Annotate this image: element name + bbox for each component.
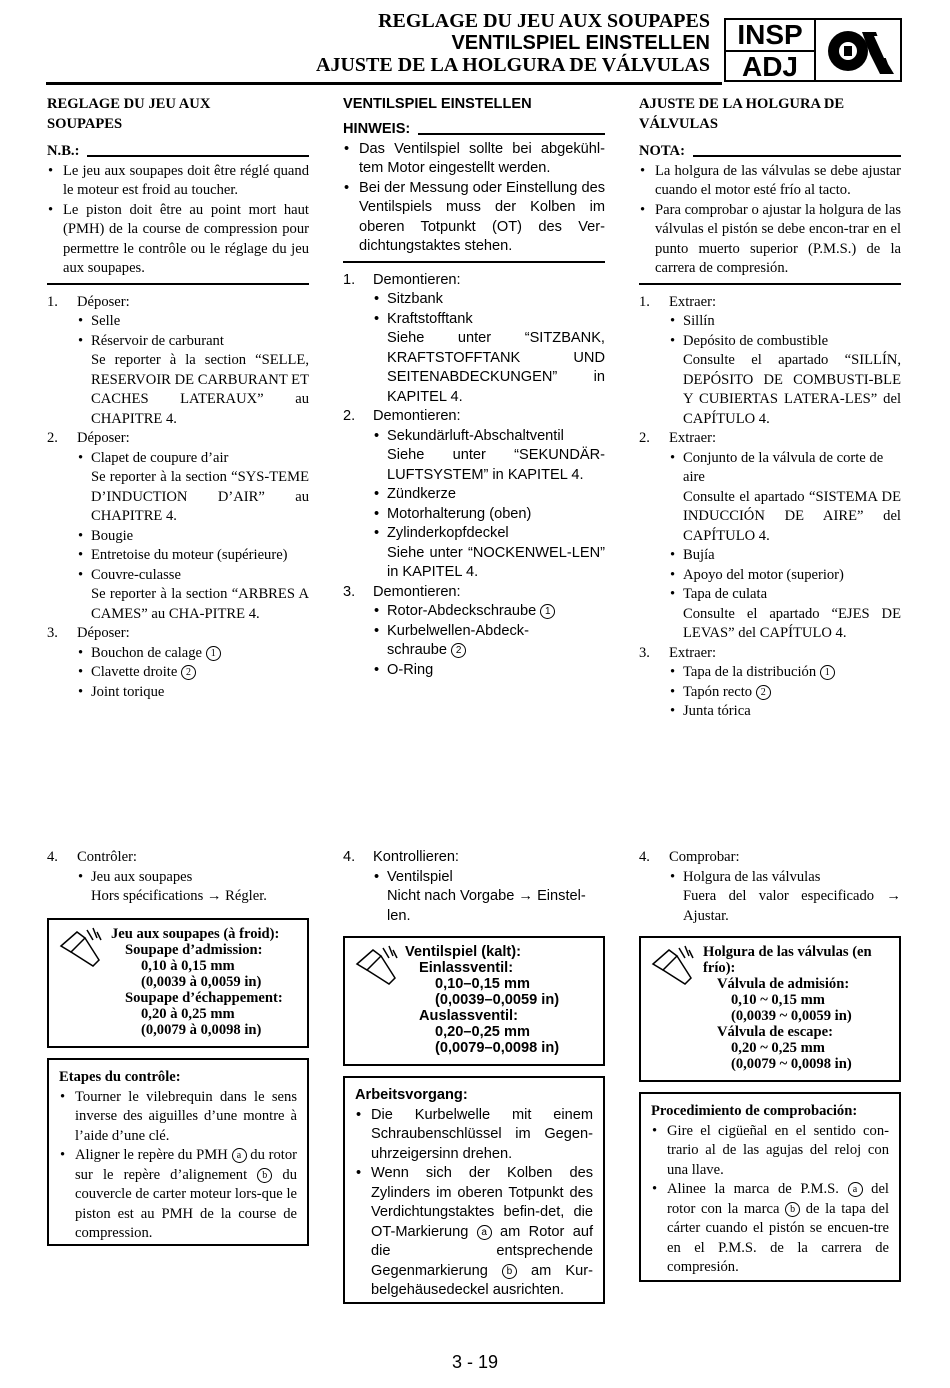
instruction-text: Hors spécifications → Régler.: [91, 888, 267, 904]
step-4: 4. Comprobar:: [639, 849, 740, 865]
note-item: • La holgura de las válvulas se debe ajustar cuando el motor esté frío al tacto.: [639, 162, 901, 201]
procedure-title: Etapes du contrôle:: [59, 1069, 181, 1085]
list-item: • Zylinderkopfdeckel: [343, 524, 605, 544]
spec-exhaust-label: Válvula de escape:: [717, 1024, 833, 1040]
list-item: • Selle: [47, 312, 309, 332]
note-label-fr: N.B.:: [47, 142, 309, 162]
feeler-gauge-icon: [649, 944, 699, 990]
list-item: • Sitzbank: [343, 290, 605, 310]
step-1: 1. Demontieren:: [343, 271, 461, 288]
step-3: 3. Déposer:: [47, 625, 130, 641]
feeler-gauge-icon: [57, 926, 107, 972]
note-item: • Le jeu aux soupapes doit être réglé quand le moteur est froid au toucher.: [47, 162, 309, 201]
spec-exhaust-label: Auslassventil:: [419, 1008, 518, 1024]
reference-text: Consulte el apartado “EJES DE LEVAS” del CAPÍTULO 4.: [683, 605, 901, 641]
spec-title: Jeu aux soupapes (à froid):: [111, 926, 280, 942]
callout-1-icon: 1: [820, 665, 835, 680]
feeler-gauge-icon: [353, 944, 403, 990]
column-es: [639, 94, 901, 722]
spec-exhaust-value-in: (0,0079–0,0098 in): [435, 1040, 560, 1056]
procedure-box-fr: [47, 1058, 309, 1246]
spec-intake-value-in: (0,0039–0,0059 in): [435, 992, 560, 1008]
list-item: • Zündkerze: [343, 485, 605, 505]
step-1: 1. Déposer:: [47, 293, 130, 310]
list-item: • Depósito de combustible: [639, 332, 901, 352]
spec-intake-label: Soupape d’admission:: [125, 942, 263, 958]
reference-text: Consulte el apartado “SISTEMA DE INDUCCIÓN DE AIRE” del CAPÍTULO 4.: [683, 488, 901, 544]
spec-box-es: [639, 936, 901, 1082]
procedure-step: • Tourner le vilebrequin dans le sens inverse des aiguilles d’une montre à l’aide d’une clé.: [59, 1088, 297, 1147]
wrench-tools-icon: [818, 24, 898, 78]
spec-exhaust-value-in: (0,0079 à 0,0098 in): [141, 1022, 262, 1038]
list-item: • Kraftstofftank: [343, 310, 605, 330]
divider: [639, 283, 901, 285]
reference-text: Siehe unter “SEKUNDÄR-LUFTSYSTEM” in KAPITEL 4.: [387, 447, 605, 483]
list-item: • Motorhalterung (oben): [343, 505, 605, 525]
step-2: 2. Demontieren:: [343, 408, 461, 424]
procedure-title: Procedimiento de comprobación:: [651, 1103, 858, 1119]
marker-b-icon: b: [257, 1168, 272, 1183]
note-item: • Das Ventilspiel sollte bei abgekühl-tem Motor eingestellt werden.: [343, 140, 605, 179]
callout-1-icon: 1: [206, 646, 221, 661]
header-title-es: AJUSTE DE LA HOLGURA DE VÁLVULAS: [316, 54, 710, 76]
column-fr: [47, 94, 309, 702]
list-item: • Holgura de las válvulas: [639, 868, 901, 888]
list-item: • Bougie: [47, 527, 309, 547]
list-item: • Couvre-culasse: [47, 566, 309, 586]
spec-intake-label: Válvula de admisión:: [717, 976, 850, 992]
callout-2-icon: 2: [181, 665, 196, 680]
step-2: 2. Extraer:: [639, 430, 716, 446]
step-2: 2. Déposer:: [47, 430, 130, 446]
list-item: • Sillín: [639, 312, 901, 332]
list-item: • Réservoir de carburant: [47, 332, 309, 352]
callout-2-icon: 2: [451, 643, 466, 658]
spec-intake-value: 0,10 ~ 0,15 mm: [731, 992, 825, 1008]
reference-text: Siehe unter “NOCKENWEL-LEN” in KAPITEL 4.: [387, 544, 605, 580]
note-label-es: NOTA:: [639, 142, 901, 162]
step-3: 3. Demontieren:: [343, 583, 461, 600]
spec-intake-value-in: (0,0039 à 0,0059 in): [141, 974, 262, 990]
list-item: • Joint torique: [47, 683, 309, 703]
marker-a-icon: a: [232, 1148, 247, 1163]
procedure-box-de: [343, 1076, 605, 1304]
note-label-de: HINWEIS:: [343, 120, 605, 140]
marker-b-icon: b: [785, 1202, 800, 1217]
list-item: • O-Ring: [343, 661, 605, 681]
procedure-title: Arbeitsvorgang:: [355, 1087, 468, 1103]
procedure-step: • Aligner le repère du PMH a du rotor sur le repère d’alignement b du couvercle de carter moteur lors-que le piston est au PMH de la course de compression.: [59, 1146, 297, 1244]
reference-text: Se reporter à la section “SELLE, RESERVOIR DE CARBURANT ET CACHES LATERAUX” au CHAPITRE 4.: [91, 352, 309, 427]
page-number: 3 - 19: [451, 1352, 499, 1372]
page-header-titles: [316, 10, 710, 76]
callout-2-icon: 2: [756, 685, 771, 700]
marker-a-icon: a: [848, 1182, 863, 1197]
badge-insp: INSP: [726, 20, 814, 52]
spec-intake-value: 0,10 à 0,15 mm: [141, 958, 235, 974]
procedure-step: • Die Kurbelwelle mit einem Schraubenschlüssel im Gegen-uhrzeigersinn drehen.: [355, 1106, 593, 1165]
step-4-fr: [47, 848, 309, 907]
section-title-de: VENTILSPIEL EINSTELLEN: [343, 96, 532, 112]
list-item: • Ventilspiel: [343, 868, 605, 888]
list-item: • Apoyo del motor (superior): [639, 566, 901, 586]
list-item: • Rotor-Abdeckschraube 1: [343, 602, 605, 622]
spec-exhaust-value: 0,20 à 0,25 mm: [141, 1006, 235, 1022]
list-item: • Bouchon de calage 1: [47, 644, 309, 664]
step-4: 4. Kontrollieren:: [343, 849, 459, 865]
header-rule: [46, 82, 722, 85]
section-title-es: AJUSTE DE LA HOLGURA DE VÁLVULAS: [639, 96, 845, 132]
badge-adj: ADJ: [741, 51, 798, 82]
marker-b-icon: b: [502, 1264, 517, 1279]
spec-intake-value-in: (0,0039 ~ 0,0059 in): [731, 1008, 852, 1024]
list-item: • Kurbelwellen-Abdeck- schraube 2: [343, 622, 605, 661]
spec-exhaust-value: 0,20 ~ 0,25 mm: [731, 1040, 825, 1056]
list-item: • Entretoise du moteur (supérieure): [47, 546, 309, 566]
instruction-text: Fuera del valor especificado → Ajustar.: [683, 888, 901, 924]
list-item: • Junta tórica: [639, 702, 901, 722]
spec-exhaust-value: 0,20–0,25 mm: [435, 1024, 530, 1040]
divider: [47, 283, 309, 285]
marker-a-icon: a: [477, 1225, 492, 1240]
spec-title: Holgura de las válvulas (en frío):: [703, 944, 872, 976]
divider: [343, 261, 605, 263]
procedure-step: • Gire el cigüeñal en el sentido con-trario al de las agujas del reloj con una llave.: [651, 1122, 889, 1181]
spec-box-fr: [47, 918, 309, 1048]
list-item: • Clavette droite 2: [47, 663, 309, 683]
list-item: • Tapa de la distribución 1: [639, 663, 901, 683]
procedure-step: • Wenn sich der Kolben des Zylinders im oberen Totpunkt des Verdichtungstaktes befin-det, die OT-Markierung a am Rotor auf die entsprechende Gegenmarkierung b am Kur-belgehäusedeckel ausrichten.: [355, 1164, 593, 1301]
spec-exhaust-label: Soupape d’échappement:: [125, 990, 283, 1006]
list-item: • Tapa de culata: [639, 585, 901, 605]
step-3: 3. Extraer:: [639, 644, 716, 661]
list-item: • Tapón recto 2: [639, 683, 901, 703]
spec-intake-value: 0,10–0,15 mm: [435, 976, 530, 992]
spec-box-de: [343, 936, 605, 1066]
list-item: • Jeu aux soupapes: [47, 868, 309, 888]
spec-title: Ventilspiel (kalt):: [405, 944, 521, 960]
list-item: • Clapet de coupure d’air: [47, 449, 309, 469]
step-4-de: [343, 848, 605, 926]
step-4-es: [639, 848, 901, 926]
header-title-fr: REGLAGE DU JEU AUX SOUPAPES: [378, 10, 710, 32]
spec-exhaust-value-in: (0,0079 ~ 0,0098 in): [731, 1056, 852, 1072]
spec-intake-label: Einlassventil:: [419, 960, 514, 976]
column-de: [343, 94, 605, 680]
instruction-text: Nicht nach Vorgabe → Einstel-len.: [387, 888, 586, 924]
note-item: • Bei der Messung oder Einstellung des Ventilspiels muss der Kolben im oberen Totpunkt (OT) des Ver-dichtungstaktes stehen.: [343, 179, 605, 257]
procedure-step: • Alinee la marca de P.M.S. a del rotor con la marca b de la tapa del cárter cuando el pistón se encuen-tre en el P.M.S. de la carrera de compresión.: [651, 1180, 889, 1278]
list-item: • Sekundärluft-Abschaltventil: [343, 427, 605, 447]
step-1: 1. Extraer:: [639, 293, 716, 310]
reference-text: Se reporter à la section “ARBRES A CAMES” au CHA-PITRE 4.: [91, 586, 309, 622]
reference-text: Consulte el apartado “SILLÍN, DEPÓSITO DE COMBUSTI-BLE Y CUBIERTAS LATERA-LES” del CAPÍTULO 4.: [683, 352, 901, 427]
step-4: 4. Contrôler:: [47, 849, 137, 865]
reference-text: Siehe unter “SITZBANK, KRAFTSTOFFTANK UND SEITENABDECKUNGEN” in KAPITEL 4.: [387, 330, 605, 405]
list-item: • Conjunto de la válvula de corte de aire: [639, 449, 901, 488]
reference-text: Se reporter à la section “SYS-TEME D’INDUCTION D’AIR” au CHAPITRE 4.: [91, 469, 309, 524]
note-item: • Para comprobar o ajustar la holgura de las válvulas el pistón se debe encon-trar en el punto muerto superior (P.M.S.) de la carrera de compresión.: [639, 201, 901, 279]
section-title-fr: REGLAGE DU JEU AUX SOUPAPES: [47, 96, 211, 132]
insp-adj-badge: [724, 18, 902, 82]
header-title-de: VENTILSPIEL EINSTELLEN: [451, 32, 710, 54]
procedure-box-es: [639, 1092, 901, 1282]
note-item: • Le piston doit être au point mort haut (PMH) de la course de compression pour permettre le contrôle ou le réglage du jeu aux soupapes.: [47, 201, 309, 279]
callout-1-icon: 1: [540, 604, 555, 619]
list-item: • Bujía: [639, 546, 901, 566]
